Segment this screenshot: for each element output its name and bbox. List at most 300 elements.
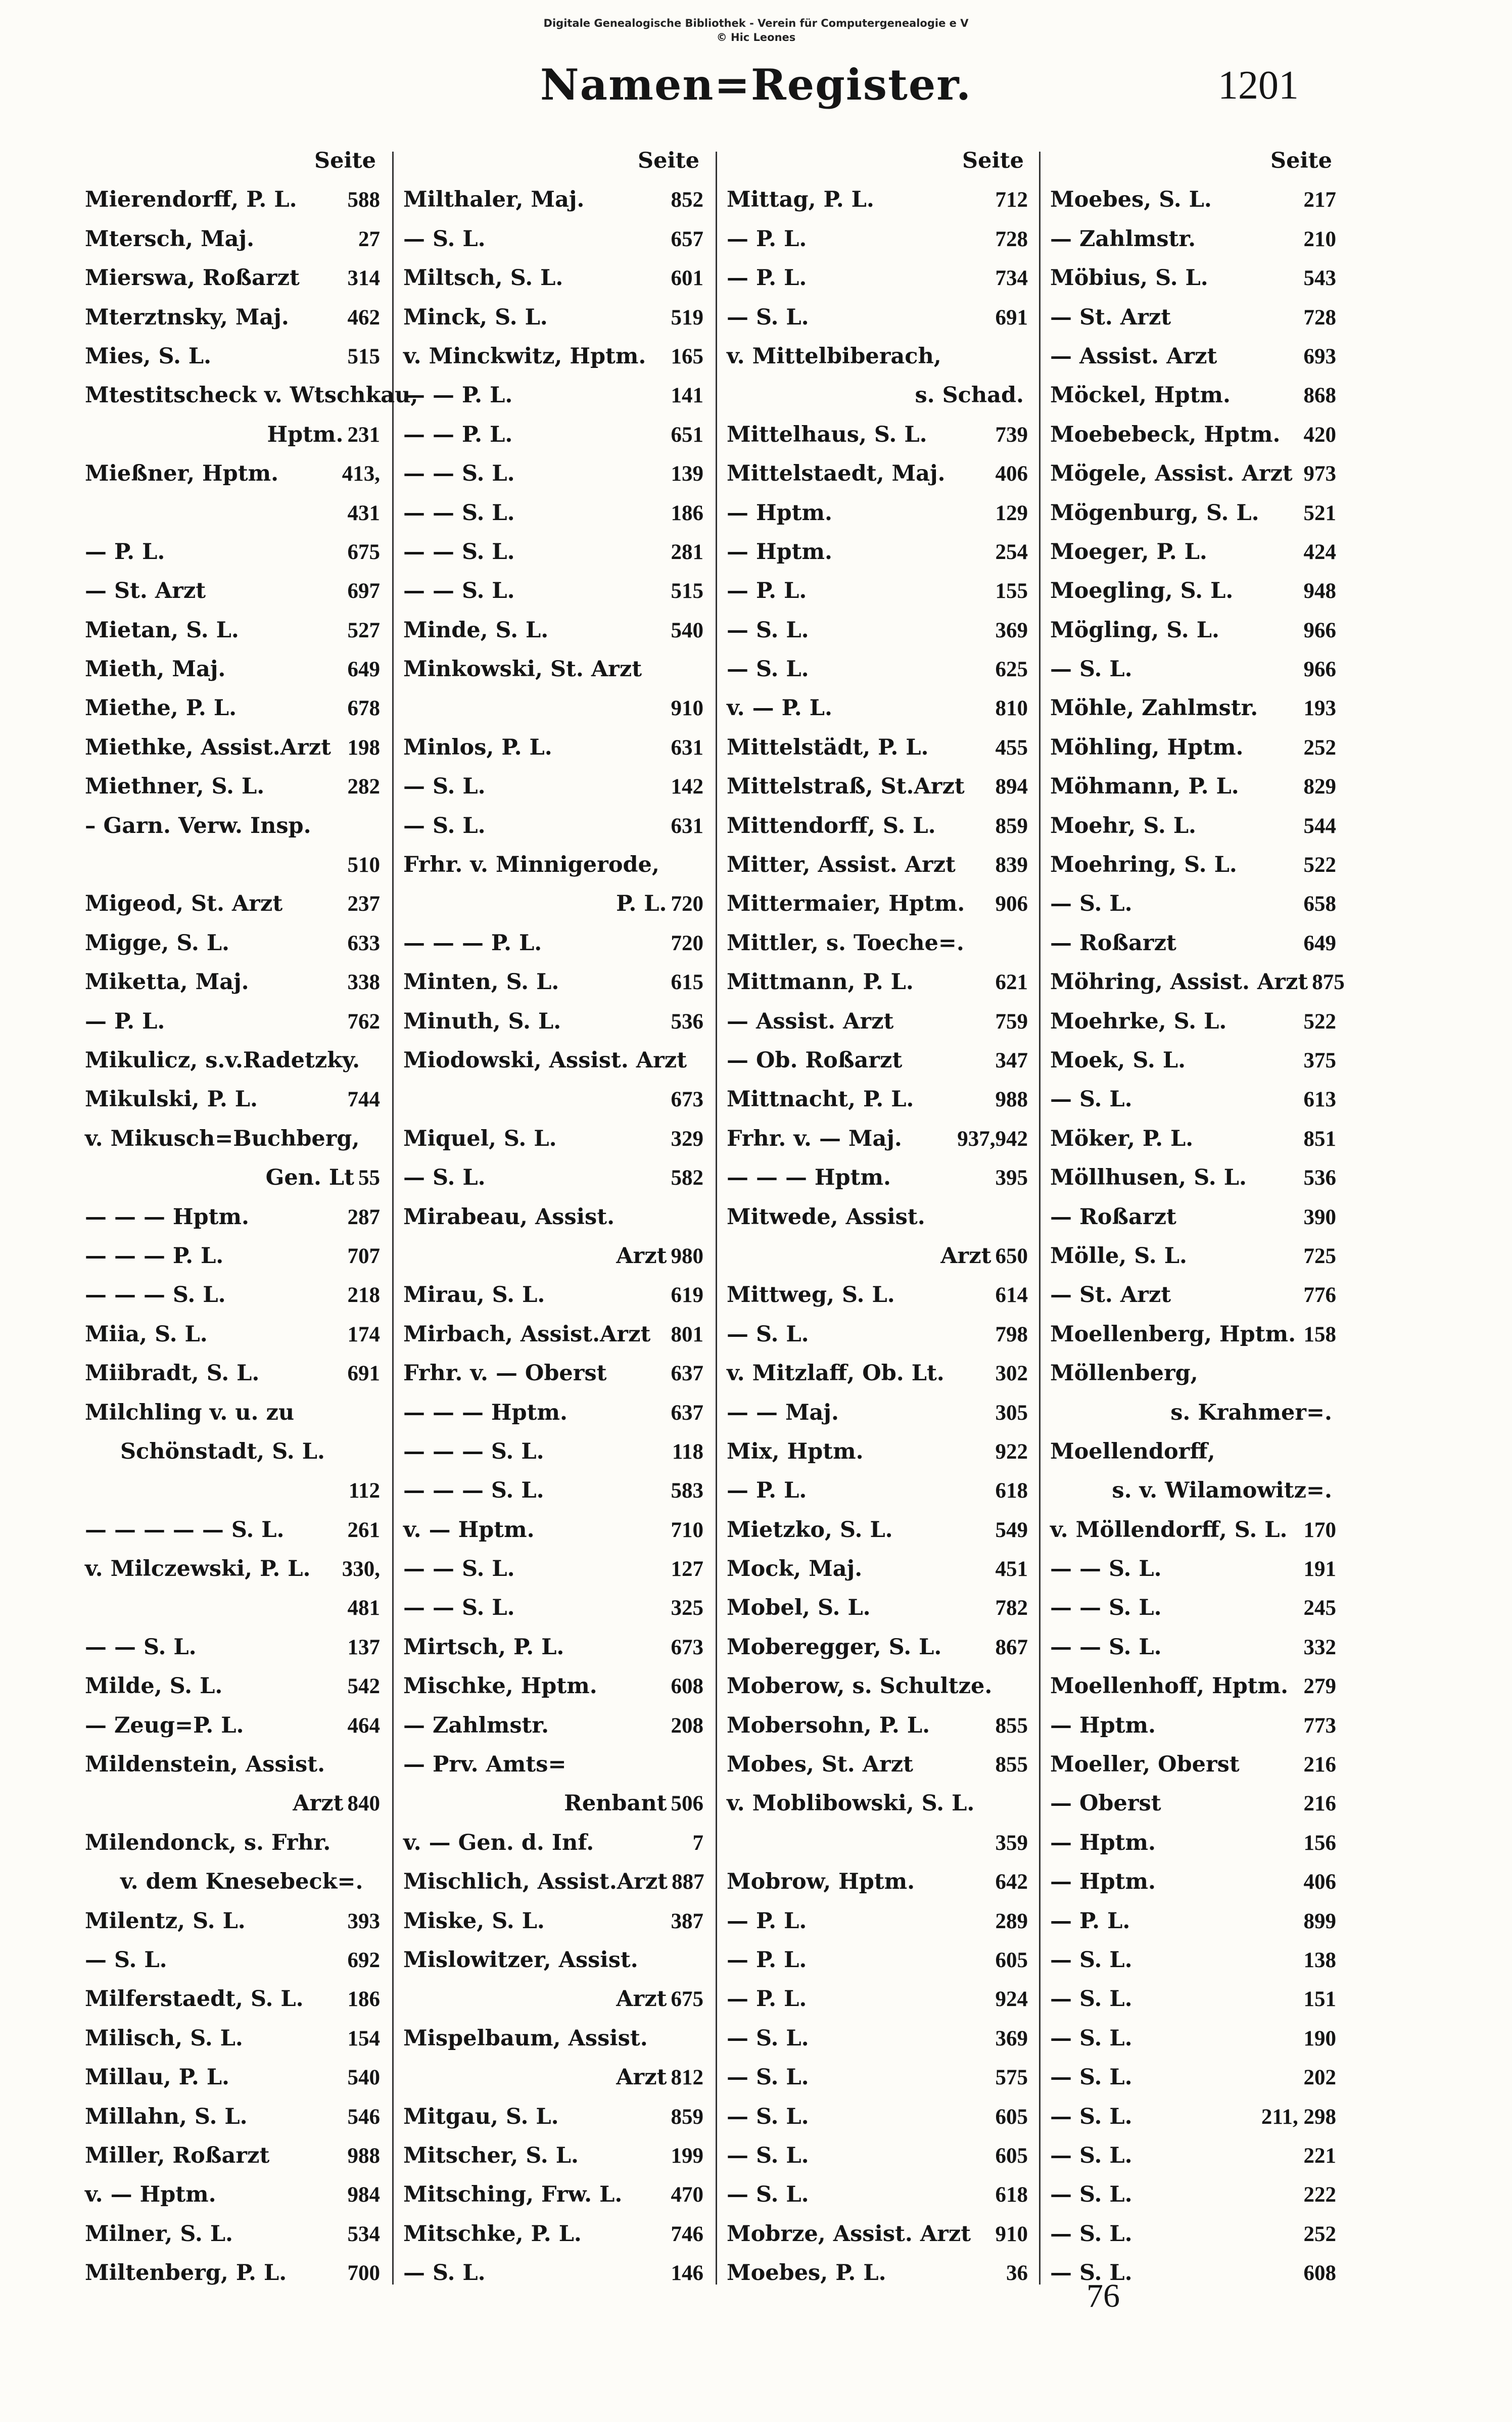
entry-page: 211, 298 (1261, 2105, 1336, 2129)
entry-page: 542 (347, 1674, 380, 1699)
entry-page: 515 (347, 344, 380, 368)
entry-page: 281 (671, 540, 703, 564)
entry-page: 605 (995, 2105, 1028, 2129)
entry-name: Mildenstein, Assist. (85, 1752, 325, 1778)
entry-name: v. dem Knesebeck=. (120, 1869, 363, 1895)
index-entry (85, 1667, 380, 1706)
entry-name: — S. L. (1050, 1986, 1132, 2012)
index-entry (727, 1706, 1028, 1745)
index-entry (85, 2098, 380, 2136)
index-entry (1050, 1980, 1336, 2019)
entry-name: Möker, P. L. (1050, 1126, 1194, 1151)
index-entry (403, 2175, 703, 2214)
index-entry (1050, 337, 1336, 376)
entry-page: 129 (995, 501, 1028, 525)
entry-name: Mierswa, Roßarzt (85, 265, 300, 291)
column-header-label: Seite (1270, 148, 1332, 173)
entry-page: 470 (671, 2183, 703, 2207)
entry-page: 910 (995, 2222, 1028, 2246)
entry-page: 608 (671, 1674, 703, 1699)
entry-name: Frhr. v. — Oberst (403, 1361, 607, 1386)
entry-name: – Garn. Verw. Insp. (85, 813, 311, 839)
entry-name: Milthaler, Maj. (403, 187, 585, 213)
entry-page: 618 (995, 1479, 1028, 1503)
index-entry (1050, 454, 1336, 493)
entry-page: 252 (1303, 735, 1336, 760)
entry-name: Möhring, Assist. Arzt (1050, 969, 1308, 995)
index-entry (85, 415, 380, 454)
entry-page: 746 (671, 2222, 703, 2246)
entry-name: Möbius, S. L. (1050, 265, 1208, 291)
index-entry (1050, 2019, 1336, 2058)
entry-name: Mobel, S. L. (727, 1595, 871, 1621)
entry-name: P. L. (616, 891, 667, 917)
index-entry (85, 767, 380, 806)
entry-page: 855 (995, 1753, 1028, 1777)
entry-name: — S. L. (85, 1947, 167, 1973)
entry-page: 522 (1303, 1009, 1336, 1034)
entry-name: — P. L. (727, 226, 807, 252)
index-entry (403, 2098, 703, 2136)
index-entry (403, 2136, 703, 2175)
entry-name: — — S. L. (403, 1595, 515, 1621)
index-entry (85, 494, 380, 533)
entry-name: Mobrow, Hptm. (727, 1869, 915, 1895)
entry-name: Mterztnsky, Maj. (85, 304, 289, 330)
entry-name: Moberow, s. Schultze. (727, 1673, 993, 1699)
index-entry (727, 572, 1028, 611)
column-header (403, 142, 703, 180)
entry-name: Miibradt, S. L. (85, 1361, 260, 1386)
entry-name: — — S. L. (403, 500, 515, 526)
index-entry (403, 689, 703, 728)
entry-name: — Hptm. (1050, 1869, 1156, 1895)
index-entry (85, 298, 380, 337)
entry-name: Mies, S. L. (85, 343, 212, 369)
entry-page: 812 (671, 2066, 703, 2090)
index-entry (727, 846, 1028, 884)
index-entry (1050, 415, 1336, 454)
entry-name: Mirau, S. L. (403, 1282, 545, 1308)
index-entry (85, 689, 380, 728)
entry-page: 712 (995, 188, 1028, 212)
entry-page: 142 (671, 775, 703, 799)
entry-name: Milferstaedt, S. L. (85, 1986, 304, 2012)
column-header-label: Seite (638, 148, 699, 173)
index-entry (85, 1120, 380, 1158)
index-entry (1050, 533, 1336, 572)
entry-page: 245 (1303, 1596, 1336, 1620)
entry-name: Arzt (616, 2065, 667, 2090)
entry-name: Moek, S. L. (1050, 1047, 1186, 1073)
entry-name: Mikulicz, s.v.Radetzky. (85, 1047, 360, 1073)
entry-page: 329 (671, 1127, 703, 1151)
entry-page: 875 (1312, 970, 1345, 995)
index-entry (727, 2175, 1028, 2214)
entry-name: — P. L. (727, 265, 807, 291)
entry-name: Moellenberg, Hptm. (1050, 1321, 1296, 1347)
entry-name: — — S. L. (1050, 1634, 1162, 1660)
index-entry (1050, 1041, 1336, 1080)
entry-name: Mittler, s. Toeche=. (727, 930, 964, 956)
index-entry (727, 807, 1028, 846)
column-header-label: Seite (962, 148, 1024, 173)
entry-name: Mierendorff, P. L. (85, 187, 297, 213)
index-entry (403, 1315, 703, 1354)
entry-page: 924 (995, 1987, 1028, 2012)
entry-page: 193 (1303, 696, 1336, 721)
entry-name: Miltenberg, P. L. (85, 2260, 287, 2286)
entry-name: Moeller, Oberst (1050, 1752, 1240, 1778)
index-entry (85, 1628, 380, 1667)
entry-page: 369 (995, 2026, 1028, 2051)
entry-page: 375 (1303, 1048, 1336, 1073)
entry-page: 759 (995, 1009, 1028, 1034)
entry-name: Milendonck, s. Frhr. (85, 1830, 331, 1855)
entry-page: 462 (347, 305, 380, 330)
entry-name: — P. L. (727, 578, 807, 604)
entry-page: 549 (995, 1518, 1028, 1542)
entry-name: — P. L. (1050, 1908, 1130, 1934)
index-entry (85, 1784, 380, 1823)
index-entry (727, 415, 1028, 454)
entry-name: Arzt (616, 1986, 667, 2012)
entry-page: 155 (995, 579, 1028, 603)
index-entry (85, 2058, 380, 2097)
entry-name: Möhling, Hptm. (1050, 734, 1244, 760)
index-entry (403, 2019, 703, 2058)
entry-name: Mittelstädt, P. L. (727, 734, 929, 760)
entry-name: — P. L. (85, 1008, 165, 1034)
index-entry (727, 1824, 1028, 1862)
entry-name: Minlos, P. L. (403, 734, 552, 760)
index-entry (85, 1276, 380, 1315)
column-divider (392, 152, 394, 2285)
entry-name: Arzt (293, 1791, 344, 1816)
entry-name: — S. L. (1050, 657, 1132, 682)
entry-page: 852 (671, 188, 703, 212)
entry-name: Mittweg, S. L. (727, 1282, 895, 1308)
entry-page: 988 (995, 1088, 1028, 1112)
entry-name: Mieth, Maj. (85, 657, 226, 682)
index-entry (727, 180, 1028, 219)
entry-name: Schönstadt, S. L. (120, 1438, 325, 1464)
entry-page: 649 (347, 658, 380, 682)
entry-name: — Assist. Arzt (1050, 343, 1217, 369)
entry-page: 739 (995, 423, 1028, 447)
entry-name: Mikulski, P. L. (85, 1087, 258, 1112)
index-entry (727, 2058, 1028, 2097)
index-entry (403, 376, 703, 415)
entry-page: 782 (995, 1596, 1028, 1620)
entry-name: — — — P. L. (403, 930, 542, 956)
entry-page: 673 (671, 1635, 703, 1659)
index-entry (1050, 1315, 1336, 1354)
entry-name: — S. L. (1050, 2221, 1132, 2247)
entry-page: 261 (347, 1518, 380, 1542)
entry-page: 691 (347, 1362, 380, 1386)
entry-page: 637 (671, 1362, 703, 1386)
entry-page: 693 (1303, 344, 1336, 368)
entry-page: 618 (995, 2183, 1028, 2207)
index-entry (85, 220, 380, 259)
entry-name: Mobersohn, P. L. (727, 1712, 930, 1738)
entry-page: 810 (995, 696, 1028, 721)
entry-name: — — P. L. (403, 422, 513, 447)
index-entry (403, 1745, 703, 1784)
entry-page: 139 (671, 462, 703, 486)
entry-name: Mitscher, S. L. (403, 2142, 579, 2168)
entry-name: Minde, S. L. (403, 617, 549, 643)
entry-page: 642 (995, 1870, 1028, 1894)
index-entry (403, 2215, 703, 2254)
entry-name: — — — — — S. L. (85, 1517, 285, 1543)
entry-page: 534 (347, 2222, 380, 2246)
index-entry (1050, 1198, 1336, 1237)
entry-page: 707 (347, 1244, 380, 1268)
index-entry (403, 1471, 703, 1510)
entry-page: 112 (348, 1479, 380, 1503)
index-entry (85, 180, 380, 219)
entry-name: Mirabeau, Assist. (403, 1204, 615, 1230)
index-entry (1050, 1589, 1336, 1627)
entry-page: 237 (347, 892, 380, 916)
entry-name: Milisch, S. L. (85, 2025, 243, 2051)
index-entry (727, 376, 1028, 415)
entry-page: 582 (671, 1166, 703, 1190)
entry-page: 583 (671, 1479, 703, 1503)
entry-name: — P. L. (727, 1947, 807, 1973)
entry-name: v. — Hptm. (403, 1517, 535, 1543)
entry-page: 744 (347, 1088, 380, 1112)
index-entry (1050, 1432, 1336, 1471)
index-entry (727, 1002, 1028, 1041)
entry-name: — Zeug=P. L. (85, 1712, 244, 1738)
entry-name: — S. L. (727, 2065, 809, 2090)
entry-page: 519 (671, 305, 703, 330)
entry-page: 922 (995, 1439, 1028, 1464)
index-entry (85, 1198, 380, 1237)
index-entry (403, 1276, 703, 1315)
index-entry (1050, 1393, 1336, 1432)
entry-name: Moeger, P. L. (1050, 539, 1207, 565)
entry-page: 859 (995, 814, 1028, 838)
entry-name: — Hptm. (727, 500, 832, 526)
index-entry (403, 728, 703, 767)
entry-page: 222 (1303, 2183, 1336, 2207)
index-entry (403, 1784, 703, 1823)
index-entry (1050, 611, 1336, 650)
entry-page: 369 (995, 618, 1028, 642)
entry-page: 154 (347, 2026, 380, 2051)
index-entry (403, 2254, 703, 2293)
entry-name: v. Mikusch=Buchberg, (85, 1126, 360, 1151)
entry-page: 55 (358, 1166, 380, 1190)
index-entry (727, 767, 1028, 806)
index-entry (727, 337, 1028, 376)
index-entry (727, 1471, 1028, 1510)
entry-name: Mispelbaum, Assist. (403, 2025, 648, 2051)
index-entry (727, 1276, 1028, 1315)
index-entry (727, 2136, 1028, 2175)
entry-name: — — — Hptm. (85, 1204, 249, 1230)
entry-page: 191 (1303, 1557, 1336, 1581)
index-entry (85, 2019, 380, 2058)
entry-page: 186 (671, 501, 703, 525)
entry-page: 165 (671, 344, 703, 368)
entry-page: 527 (347, 618, 380, 642)
index-entry (85, 1080, 380, 1119)
index-entry (85, 1862, 380, 1901)
entry-name: Mölle, S. L. (1050, 1243, 1187, 1269)
index-entry (85, 1550, 380, 1589)
index-entry (85, 2215, 380, 2254)
entry-page: 720 (671, 892, 703, 916)
index-entry (403, 1589, 703, 1627)
index-entry (1050, 376, 1336, 415)
entry-name: Minkowski, St. Arzt (403, 657, 642, 682)
entry-name: — S. L. (1050, 2065, 1132, 2090)
entry-page: 829 (1303, 775, 1336, 799)
index-entry (727, 494, 1028, 533)
entry-name: Mitter, Assist. Arzt (727, 852, 956, 878)
entry-page: 540 (671, 618, 703, 642)
index-entry (85, 1432, 380, 1471)
entry-page: 305 (995, 1401, 1028, 1425)
index-entry (1050, 924, 1336, 963)
entry-name: Moehrke, S. L. (1050, 1008, 1227, 1034)
entry-name: v. — P. L. (727, 695, 832, 721)
entry-name: s. v. Wilamowitz=. (1112, 1478, 1332, 1504)
index-entry (727, 1041, 1028, 1080)
entry-page: 546 (347, 2105, 380, 2129)
index-entry (403, 415, 703, 454)
entry-name: — — P. L. (403, 383, 513, 408)
entry-page: 631 (671, 814, 703, 838)
entry-name: Frhr. v. Minnigerode, (403, 852, 659, 878)
entry-page: 424 (1303, 540, 1336, 564)
entry-name: Mitsching, Frw. L. (403, 2182, 623, 2208)
entry-name: Mtestitscheck v. Wtschkau, (85, 383, 418, 408)
entry-page: 199 (671, 2144, 703, 2168)
entry-name: v. — Gen. d. Inf. (403, 1830, 594, 1855)
entry-name: — S. L. (727, 2025, 809, 2051)
entry-name: Moehr, S. L. (1050, 813, 1197, 839)
entry-name: Möllhusen, S. L. (1050, 1165, 1247, 1191)
sheet-signature: 76 (1086, 2277, 1120, 2314)
entry-name: Hptm. (267, 422, 344, 447)
index-entry (727, 2019, 1028, 2058)
index-entry (403, 494, 703, 533)
entry-page: 202 (1303, 2066, 1336, 2090)
entry-name: — — — Hptm. (403, 1400, 568, 1425)
index-entry (403, 572, 703, 611)
index-entry (727, 1550, 1028, 1589)
entry-name: — S. L. (727, 1321, 809, 1347)
index-entry (1050, 298, 1336, 337)
entry-name: Migeod, St. Arzt (85, 891, 283, 917)
entry-page: 332 (1303, 1635, 1336, 1659)
index-entry (403, 1198, 703, 1237)
index-entry (727, 1080, 1028, 1119)
index-entry (1050, 1471, 1336, 1510)
index-entry (1050, 807, 1336, 846)
watermark-line-1: Digitale Genealogische Bibliothek - Verein für Computergenealogie e V (543, 17, 969, 29)
entry-name: — — S. L. (403, 539, 515, 565)
index-entry (1050, 767, 1336, 806)
entry-page: 625 (995, 658, 1028, 682)
entry-name: Mobrze, Assist. Arzt (727, 2221, 971, 2247)
index-entry (727, 1784, 1028, 1823)
entry-page: 515 (671, 579, 703, 603)
entry-page: 633 (347, 931, 380, 955)
index-entry (727, 1158, 1028, 1197)
index-entry (403, 1511, 703, 1550)
entry-name: — S. L. (727, 2182, 809, 2208)
index-entry (1050, 180, 1336, 219)
index-entry (1050, 1745, 1336, 1784)
entry-page: 637 (671, 1401, 703, 1425)
entry-name: — S. L. (727, 2142, 809, 2168)
index-entry (403, 1432, 703, 1471)
entry-page: 776 (1303, 1283, 1336, 1308)
index-entry (85, 728, 380, 767)
index-entry (727, 1941, 1028, 1980)
index-entry (1050, 1667, 1336, 1706)
entry-page: 481 (347, 1596, 380, 1620)
entry-name: Mögenburg, S. L. (1050, 500, 1259, 526)
entry-page: 700 (347, 2261, 380, 2286)
entry-page: 966 (1303, 618, 1336, 642)
entry-name: Mießner, Hptm. (85, 461, 279, 487)
entry-page: 158 (1303, 1322, 1336, 1346)
index-entry (1050, 1276, 1336, 1315)
index-entry (85, 1511, 380, 1550)
entry-page: 615 (671, 970, 703, 995)
entry-page: 725 (1303, 1244, 1336, 1268)
index-entry (727, 611, 1028, 650)
entry-name: Milchling v. u. zu (85, 1400, 295, 1425)
entry-name: — St. Arzt (1050, 304, 1171, 330)
entry-page: 851 (1303, 1127, 1336, 1151)
entry-page: 217 (1303, 188, 1336, 212)
entry-name: — S. L. (1050, 2142, 1132, 2168)
entry-page: 614 (995, 1283, 1028, 1308)
entry-page: 521 (1303, 501, 1336, 525)
entry-page: 406 (995, 462, 1028, 486)
entry-name: s. Krahmer=. (1170, 1400, 1332, 1425)
index-entry (403, 884, 703, 923)
index-entry (727, 884, 1028, 923)
entry-name: — S. L. (1050, 2104, 1132, 2129)
entry-name: Moegling, S. L. (1050, 578, 1234, 604)
entry-name: v. Mittelbiberach, (727, 343, 941, 369)
entry-name: — P. L. (727, 1478, 807, 1504)
entry-page: 510 (347, 853, 380, 877)
entry-page: 302 (995, 1362, 1028, 1386)
entry-page: 710 (671, 1518, 703, 1542)
entry-page: 146 (671, 2261, 703, 2286)
entry-page: 899 (1303, 1909, 1336, 1933)
index-entry (85, 454, 380, 493)
entry-name: Miltsch, S. L. (403, 265, 563, 291)
index-entry (1050, 846, 1336, 884)
index-entry (85, 924, 380, 963)
index-entry (727, 1237, 1028, 1276)
entry-name: Mitgau, S. L. (403, 2104, 559, 2129)
index-entry (85, 1354, 380, 1393)
entry-page: 675 (671, 1987, 703, 2012)
